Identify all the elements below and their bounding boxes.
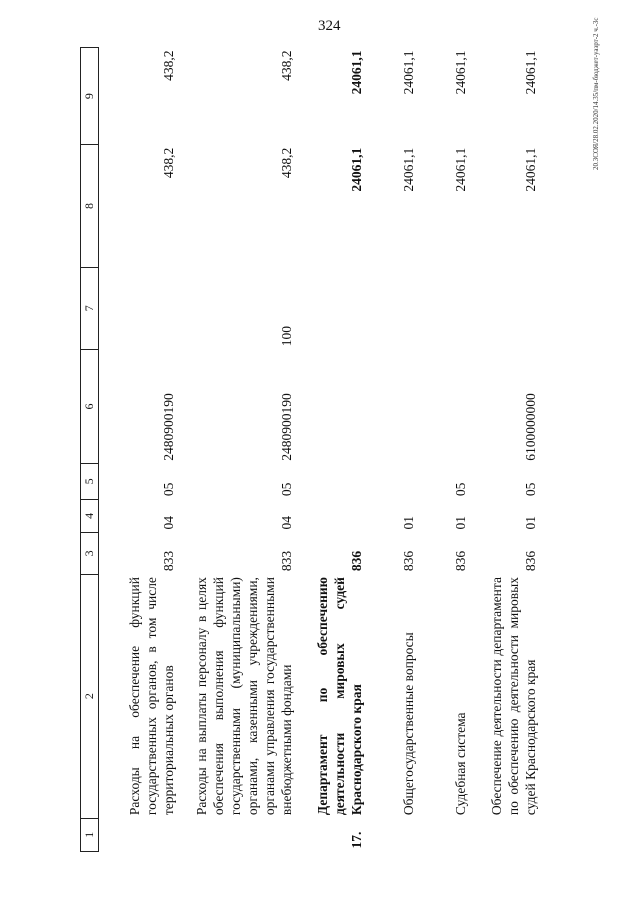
row-amount-9: 438,2 <box>160 50 176 81</box>
row-name: Судебная система <box>452 712 468 816</box>
col-header-4: 4 <box>81 499 99 532</box>
row-number: 17. <box>348 831 364 849</box>
col-header-9: 9 <box>81 48 99 145</box>
col-header-1: 1 <box>81 818 99 851</box>
row-amount-9: 438,2 <box>278 50 294 81</box>
table-row <box>417 48 469 852</box>
row-number <box>365 818 417 851</box>
row-csr <box>417 349 469 463</box>
page-number: 324 <box>318 18 341 34</box>
row-amount-8: 24061,1 <box>522 147 538 192</box>
row-ved: 836 <box>400 550 416 572</box>
row-vr <box>295 267 365 349</box>
row-csr: 2480900190 <box>278 393 294 461</box>
row-amount-8: 24061,1 <box>400 147 416 192</box>
row-rz: 01 <box>400 516 416 530</box>
column-number-row <box>81 48 99 852</box>
row-amount-8: 24061,1 <box>348 147 364 192</box>
row-vr <box>469 267 539 349</box>
row-number <box>469 818 539 851</box>
table-row <box>469 48 539 852</box>
row-vr <box>99 267 177 349</box>
row-pr <box>295 464 365 499</box>
col-header-6: 6 <box>81 349 99 463</box>
row-ved: 836 <box>522 550 538 572</box>
table-row <box>365 48 417 852</box>
budget-table <box>80 47 539 852</box>
row-number <box>177 818 295 851</box>
col-header-5: 5 <box>81 464 99 499</box>
col-header-8: 8 <box>81 145 99 268</box>
row-pr: 05 <box>452 482 468 497</box>
row-vr: 100 <box>278 326 294 347</box>
row-rz <box>295 499 365 532</box>
row-vr <box>417 267 469 349</box>
row-amount-8: 438,2 <box>160 147 176 179</box>
row-name: Обеспечение деятельности департамента по обеспечению деятельности мировых судей Краснодарского края <box>488 577 538 816</box>
row-amount-8: 438,2 <box>278 147 294 179</box>
col-header-3: 3 <box>81 533 99 575</box>
row-ved: 833 <box>160 550 176 572</box>
row-pr: 05 <box>522 482 538 497</box>
row-pr: 05 <box>278 482 294 497</box>
row-name: Департамент по обеспечению деятельности мировых судей Краснодарского края <box>314 577 364 816</box>
row-csr: 6100000000 <box>522 393 538 461</box>
row-amount-8: 24061,1 <box>452 147 468 192</box>
row-name: Расходы на выплаты персоналу в целях обеспечения выполнения функций государственными (муниципальными) органами, казенными учреждениями, органами управления государственными внебюджетными фондами <box>193 577 294 816</box>
table-row <box>295 48 365 852</box>
row-rz: 04 <box>160 516 176 530</box>
row-amount-9: 24061,1 <box>400 50 416 95</box>
row-rz: 01 <box>522 516 538 530</box>
row-name: Общегосударственные вопросы <box>400 632 416 816</box>
row-amount-9: 24061,1 <box>348 50 364 95</box>
col-header-2: 2 <box>81 574 99 818</box>
table-row <box>177 48 295 852</box>
row-amount-9: 24061,1 <box>452 50 468 95</box>
col-header-7: 7 <box>81 267 99 349</box>
row-rz: 01 <box>452 516 468 530</box>
row-ved: 833 <box>278 550 294 572</box>
row-ved: 836 <box>348 550 364 572</box>
row-csr: 2480900190 <box>160 393 176 461</box>
row-ved: 836 <box>452 550 468 572</box>
row-pr: 05 <box>160 482 176 497</box>
row-pr <box>365 464 417 499</box>
side-note: 20.3СОЯ/28.02.2020/14.35/пм-бюджет-уазрт-2 ч.-3с <box>592 17 600 170</box>
row-amount-9: 24061,1 <box>522 50 538 95</box>
row-number <box>99 818 177 851</box>
budget-table-rotated <box>80 47 600 852</box>
row-csr <box>295 349 365 463</box>
row-csr <box>365 349 417 463</box>
row-number <box>417 818 469 851</box>
row-vr <box>365 267 417 349</box>
row-name: Расходы на обеспечение функций государственных органов, в том числе территориальных органов <box>126 577 176 816</box>
table-row <box>99 48 177 852</box>
row-rz: 04 <box>278 516 294 530</box>
